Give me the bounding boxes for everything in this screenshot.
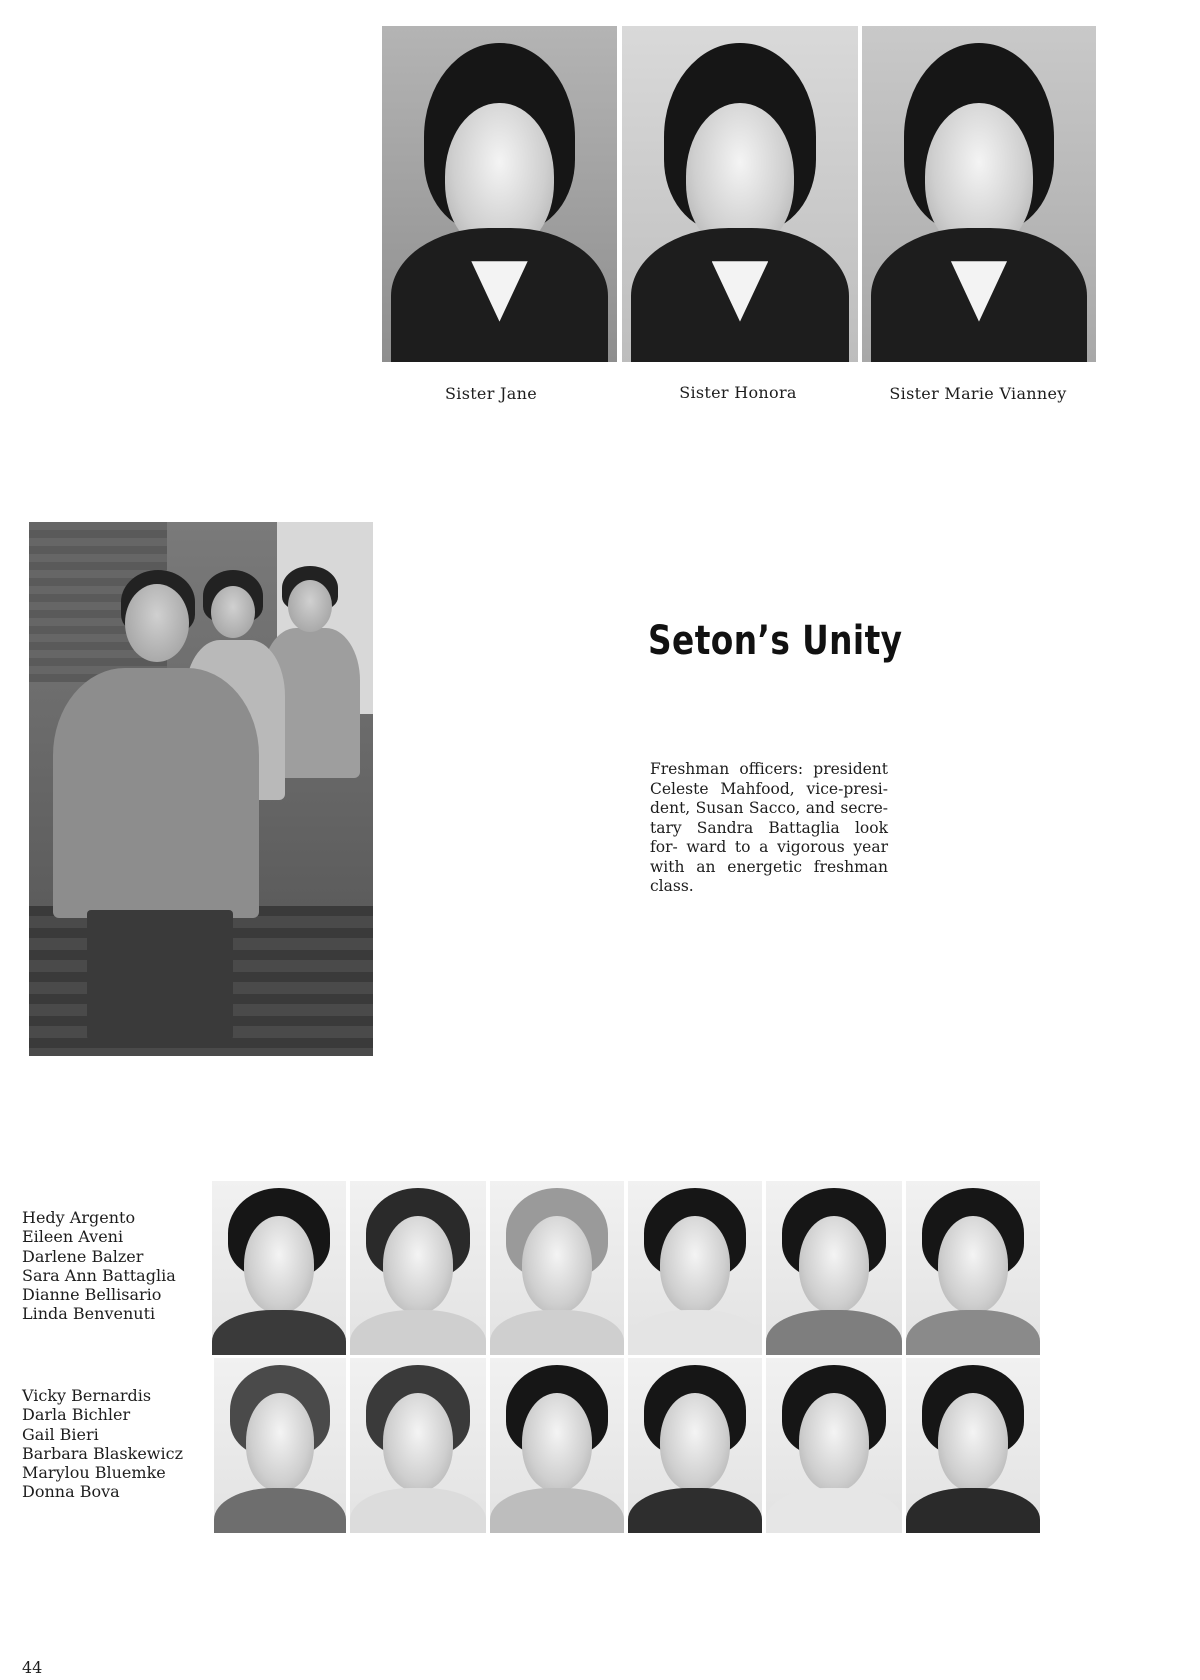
student-name: Donna Bova: [22, 1482, 120, 1502]
student-names-row1: [22, 1208, 176, 1324]
student-name: Barbara Blaskewicz: [22, 1443, 183, 1463]
student-photo: [906, 1181, 1040, 1355]
student-name: Eileen Aveni: [22, 1227, 124, 1247]
student-name: Gail Bieri: [22, 1424, 99, 1444]
student-photo: [350, 1181, 486, 1355]
student-name: Vicky Bernardis: [22, 1386, 152, 1405]
freshman-officers-photo: [29, 522, 373, 1056]
student-photo: [766, 1358, 902, 1533]
student-photo: [766, 1181, 902, 1355]
section-title: Seton’s Unity: [648, 618, 903, 664]
student-name: Hedy Argento: [22, 1208, 136, 1227]
student-names-row2: [22, 1386, 183, 1502]
student-photo: [490, 1181, 624, 1355]
officers-caption: Freshman officers: president Celeste Mahfood, vice-presi- dent, Susan Sacco, and secre- tary Sandra Battaglia look for- ward to a vigorous year with an energetic freshman class.: [650, 760, 888, 895]
faculty-photo-sister-honora: [622, 26, 858, 362]
student-name: Marylou Bluemke: [22, 1463, 166, 1483]
faculty-caption-sister-jane: Sister Jane: [445, 384, 537, 403]
student-photo: [350, 1358, 486, 1533]
page-number: 44: [22, 1658, 43, 1677]
faculty-caption-sister-marie-vianney: Sister Marie Vianney: [889, 384, 1067, 403]
faculty-photo-sister-marie-vianney: [862, 26, 1096, 362]
faculty-photo-sister-jane: [382, 26, 617, 362]
student-photo: [214, 1358, 346, 1533]
student-photo: [212, 1181, 346, 1355]
faculty-caption-sister-honora: Sister Honora: [679, 383, 797, 402]
student-name: Linda Benvenuti: [22, 1304, 156, 1324]
student-photo: [628, 1181, 762, 1355]
student-photo: [490, 1358, 624, 1533]
student-name: Darla Bichler: [22, 1405, 131, 1425]
student-name: Darlene Balzer: [22, 1246, 144, 1266]
student-photo: [628, 1358, 762, 1533]
student-name: Dianne Bellisario: [22, 1285, 162, 1305]
student-name: Sara Ann Battaglia: [22, 1265, 176, 1285]
student-photo: [906, 1358, 1040, 1533]
